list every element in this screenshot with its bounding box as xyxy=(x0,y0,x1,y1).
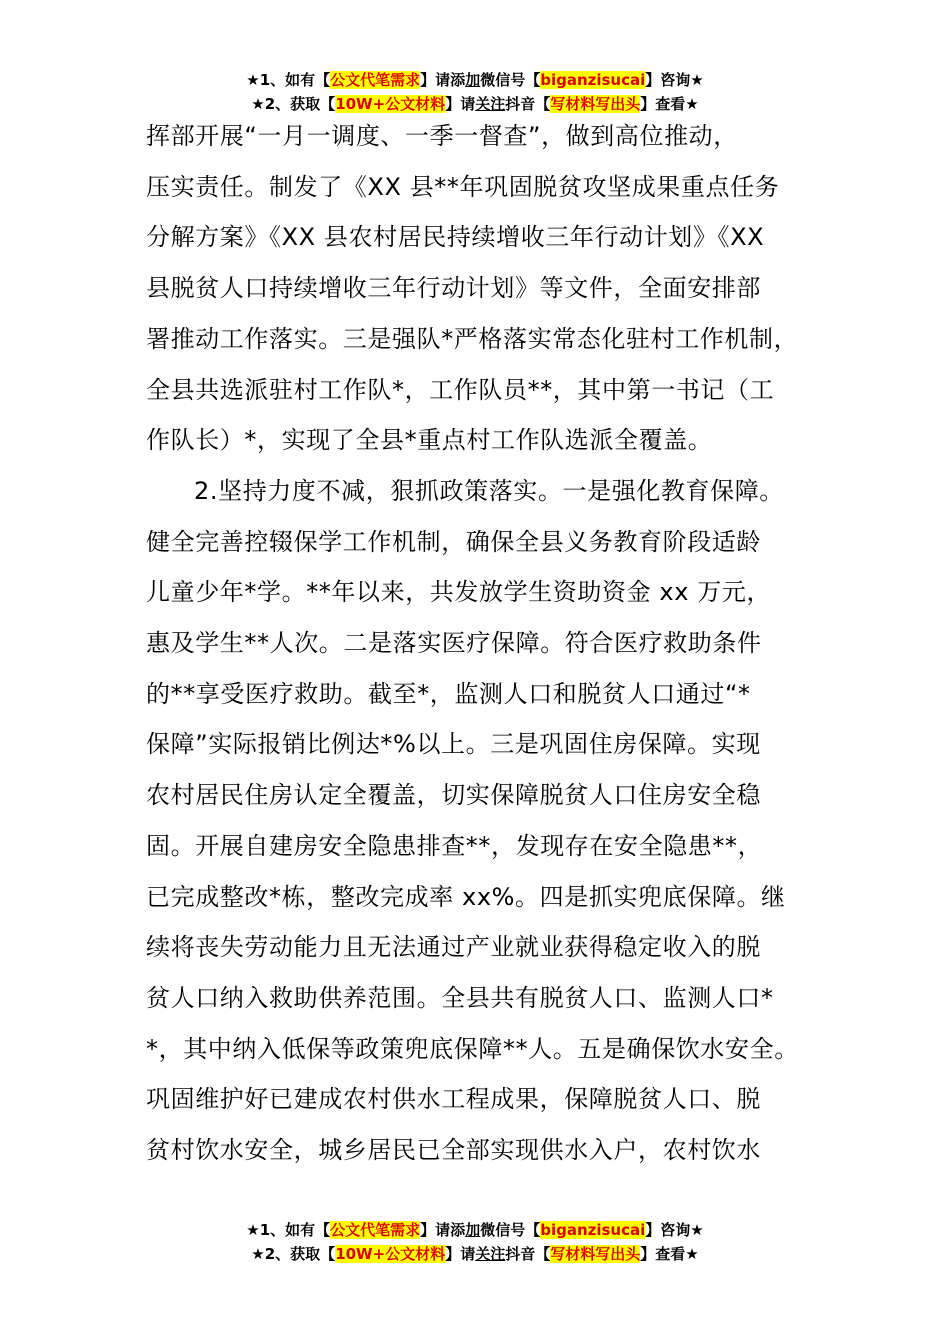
text-line: *，其中纳入低保等政策兜底保障**人。五是确保饮水安全。 xyxy=(146,1034,799,1063)
promo-text: 】请添 xyxy=(420,71,466,89)
text-line: 署推动工作落实。三是强队*严格落实常态化驻村工作机制， xyxy=(146,324,799,353)
promo-text: 】请 xyxy=(445,95,476,113)
promo-text: 】请 xyxy=(445,1245,476,1263)
footer-promo-line-2 xyxy=(0,1242,950,1266)
promo-highlight: 10W+公文材料 xyxy=(335,1245,446,1263)
promo-text: ★1、如有【 xyxy=(246,1221,331,1239)
promo-highlight-wechat-id: biganzisucai xyxy=(540,1221,646,1239)
footer-promo xyxy=(0,1218,950,1266)
promo-text: ★1、如有【 xyxy=(246,71,331,89)
promo-highlight: 10W+公文材料 xyxy=(335,95,446,113)
promo-highlight: 公文代笔需求 xyxy=(330,1221,421,1239)
promo-text: 微信号【 xyxy=(480,71,541,89)
promo-text: 关注 xyxy=(475,1245,506,1263)
promo-highlight-douyin: 写材料写出头 xyxy=(550,1245,641,1263)
paragraph-1 xyxy=(146,111,836,466)
promo-text: 】查看★ xyxy=(640,1245,699,1263)
text-line: 儿童少年*学。**年以来，共发放学生资助资金 xx 万元， xyxy=(146,578,772,607)
text-line: 分解方案》《XX 县农村居民持续增收三年行动计划》《XX xyxy=(146,223,765,252)
text-line: 全县共选派驻村工作队*，工作队员**，其中第一书记（工 xyxy=(146,375,775,404)
text-line: 挥部开展“一月一调度、一季一督查”，做到高位推动， xyxy=(146,122,738,150)
promo-highlight: 公文代笔需求 xyxy=(330,71,421,89)
promo-text: 加 xyxy=(465,71,481,89)
text-line: 惠及学生**人次。二是落实医疗保障。符合医疗救助条件 xyxy=(146,629,762,658)
promo-text: 微信号【 xyxy=(480,1221,541,1239)
promo-text: 】查看★ xyxy=(640,95,699,113)
header-promo xyxy=(0,68,950,116)
promo-highlight-wechat-id: biganzisucai xyxy=(540,71,646,89)
promo-text: 抖音【 xyxy=(505,1245,551,1263)
promo-text: ★2、获取【 xyxy=(251,1245,336,1263)
promo-text: 】咨询★ xyxy=(645,71,704,89)
text-line: 贫人口纳入救助供养范围。全县共有脱贫人口、监测人口* xyxy=(146,983,774,1012)
promo-text: 】咨询★ xyxy=(645,1221,704,1239)
promo-text: 】请添 xyxy=(420,1221,466,1239)
text-line: 贫村饮水安全，城乡居民已全部实现供水入户，农村饮水 xyxy=(146,1136,761,1165)
text-line: 续将丧失劳动能力且无法通过产业就业获得稳定收入的脱 xyxy=(146,933,761,962)
text-line: 已完成整改*栋，整改完成率 xx%。四是抓实兜底保障。继 xyxy=(146,882,786,911)
header-promo-line-1 xyxy=(0,68,950,92)
promo-text: 加 xyxy=(465,1221,481,1239)
document-body xyxy=(146,111,836,1176)
text-line: 的**享受医疗救助。截至*，监测人口和脱贫人口通过“* xyxy=(146,679,751,708)
promo-text: ★2、获取【 xyxy=(251,95,336,113)
text-line: 2.坚持力度不减，狠抓政策落实。一是强化教育保障。 xyxy=(194,476,784,505)
text-line: 巩固维护好已建成农村供水工程成果，保障脱贫人口、脱 xyxy=(146,1085,761,1114)
text-line: 压实责任。制发了《XX 县**年巩固脱贫攻坚成果重点任务 xyxy=(146,172,780,201)
text-line: 农村居民住房认定全覆盖，切实保障脱贫人口住房安全稳 xyxy=(146,781,761,810)
text-line: 固。开展自建房安全隐患排查**，发现存在安全隐患**， xyxy=(146,831,763,860)
text-line: 县脱贫人口持续增收三年行动计划》等文件，全面安排部 xyxy=(146,274,761,303)
text-line: 作队长）*，实现了全县*重点村工作队选派全覆盖。 xyxy=(146,426,713,455)
promo-text: 抖音【 xyxy=(505,95,551,113)
footer-promo-line-1 xyxy=(0,1218,950,1242)
text-line: 健全完善控辍保学工作机制，确保全县义务教育阶段适龄 xyxy=(146,527,761,556)
paragraph-2 xyxy=(146,466,836,1176)
promo-text: 关注 xyxy=(475,95,506,113)
promo-highlight-douyin: 写材料写出头 xyxy=(550,95,641,113)
text-line: 保障”实际报销比例达*%以上。三是巩固住房保障。实现 xyxy=(146,730,761,759)
